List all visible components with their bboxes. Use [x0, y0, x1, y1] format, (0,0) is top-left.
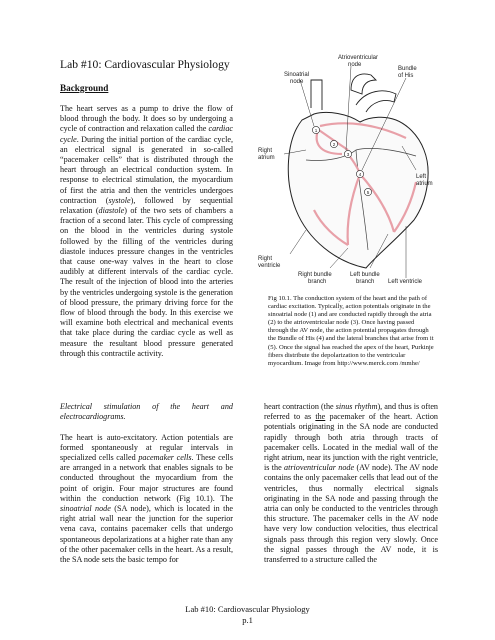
label-left-ventricle: Left ventricle: [388, 279, 423, 285]
figure-caption: Fig 10.1. The conduction system of the heart and the path of cardiac excitation. Typically, action potentials originate in the sinoatrial node (1) and are conducted rapidly through the atria (2) to the atrioventricular node (3). Once having passed through the AV node, the action potential propagates through the Bundle of His (4) and the lateral branches that arise from it (5). Once the signal has reached the apex of the heart, Purkinje fibers distribute the depolarization to the ventricular myocardium. Image from http://www.merck.com /mmhe/: [268, 295, 434, 367]
node-number-2: 2: [332, 141, 336, 147]
node-number-3: 3: [346, 151, 350, 157]
label-bundle: Bundle: [398, 66, 417, 72]
intro-paragraph: The heart serves as a pump to drive the flow of blood through the body. It does so by undergoing a cycle of contraction and relaxation called the cardiac cycle. During the initial portion of the cardiac cycle, an electrical signal is generated in so-called “pacemaker cells” that is distributed through the heart through an electrical conduction system. In response to electrical stimulation, the myocardium of first the atria and then the ventricles undergoes contraction (systole), followed by sequential relaxation (diastole) of the two sets of chambers a fraction of a second later. This cycle of compressing on the blood in the ventricles during systole followed by the filling of the ventricles during diastole induces pressure changes in the ventricles that cause one-way valves in the heart to close audibly at different intervals of the cardiac cycle. The result of the injection of blood into the arteries by the ventricles undergoing systole is the generation of blood pressure, the primary driving force for the flow of blood through the body. In this exercise we will examine both electrical and mechanical events that take place during the cardiac cycle as well as measure the resultant blood pressure generated through this contractile activity.: [60, 104, 233, 358]
node-number-4: 4: [358, 171, 362, 177]
label-right-ventricle-2: ventricle: [258, 263, 281, 269]
electrical-section-left: Electrical stimulation of the heart and electrocardiograms. The heart is auto-excitatory. Action potentials are formed spontaneously at regular intervals in specialized cells called pacemaker cells. These cells are arranged in a network that enables signals to be conducted throughout the myocardium from the point of origin. Four major structures are found within the conduction network (Fig 10.1). The sinoatrial node (SA node), which is located in the right atrial wall near the junction for the superior vena cava, contains pacemaker cells that undergo spontaneous depolarizations at a higher rate than any of the other pacemaker cells in the heart. As a result, the SA node sets the basic tempo for: [60, 402, 233, 565]
label-sinoatrial: Sinoatrial: [284, 72, 310, 78]
label-right-ventricle: Right: [258, 256, 273, 262]
section-heading-electrical: Electrical stimulation of the heart and electrocardiograms.: [60, 402, 233, 422]
label-right-bundle-branch-2: branch: [308, 279, 327, 285]
node-number-5: 5: [366, 189, 370, 195]
heart-outline: [288, 112, 428, 268]
electrical-section-right: heart contraction (the sinus rhythm), and thus is often referred to as the pacemaker of the heart. Action potentials originating in the SA node are conducted rapidly through both atria through tracts of pacemaker cells. Located in the medial wall of the right atrium, near its junction with the right ventricle, is the atrioventricular node (AV node). The AV node contains the only pacemaker cells that lead out of the ventricles, thus normally electrical signals originating in the SA node and passing through the atria can only be conducted to the ventricles through this structure. The pacemaker cells in the AV node have very low conduction velocities, thus electrical signals pass through this region very slowly. Once the signal passes through the AV node, it is transferred to a structure called the: [264, 402, 438, 565]
heart-conduction-diagram: [256, 50, 446, 290]
label-right-atrium-2: atrium: [258, 155, 275, 161]
section-heading-background: Background: [60, 83, 109, 93]
superior-vena-cava: [311, 80, 322, 110]
label-av-node: node: [348, 62, 362, 68]
label-left-atrium: Left: [416, 174, 427, 180]
footer-title: Lab #10: Cardiovascular Physiology: [185, 604, 310, 614]
aorta-outline: [351, 74, 376, 94]
label-left-bundle-branch-2: branch: [356, 279, 375, 285]
label-left-bundle-branch: Left bundle: [350, 272, 380, 278]
node-number-1: 1: [314, 127, 318, 133]
label-right-atrium: Right: [258, 148, 273, 154]
page-title: Lab #10: Cardiovascular Physiology: [60, 58, 230, 71]
label-right-bundle-branch: Right bundle: [298, 272, 332, 278]
label-av: Atrioventricular: [338, 55, 379, 61]
page-number: p.1: [242, 615, 253, 625]
label-bundle-of-his: of His: [398, 73, 414, 79]
label-left-atrium-2: atrium: [416, 181, 433, 187]
label-sinoatrial-node: node: [290, 79, 304, 85]
